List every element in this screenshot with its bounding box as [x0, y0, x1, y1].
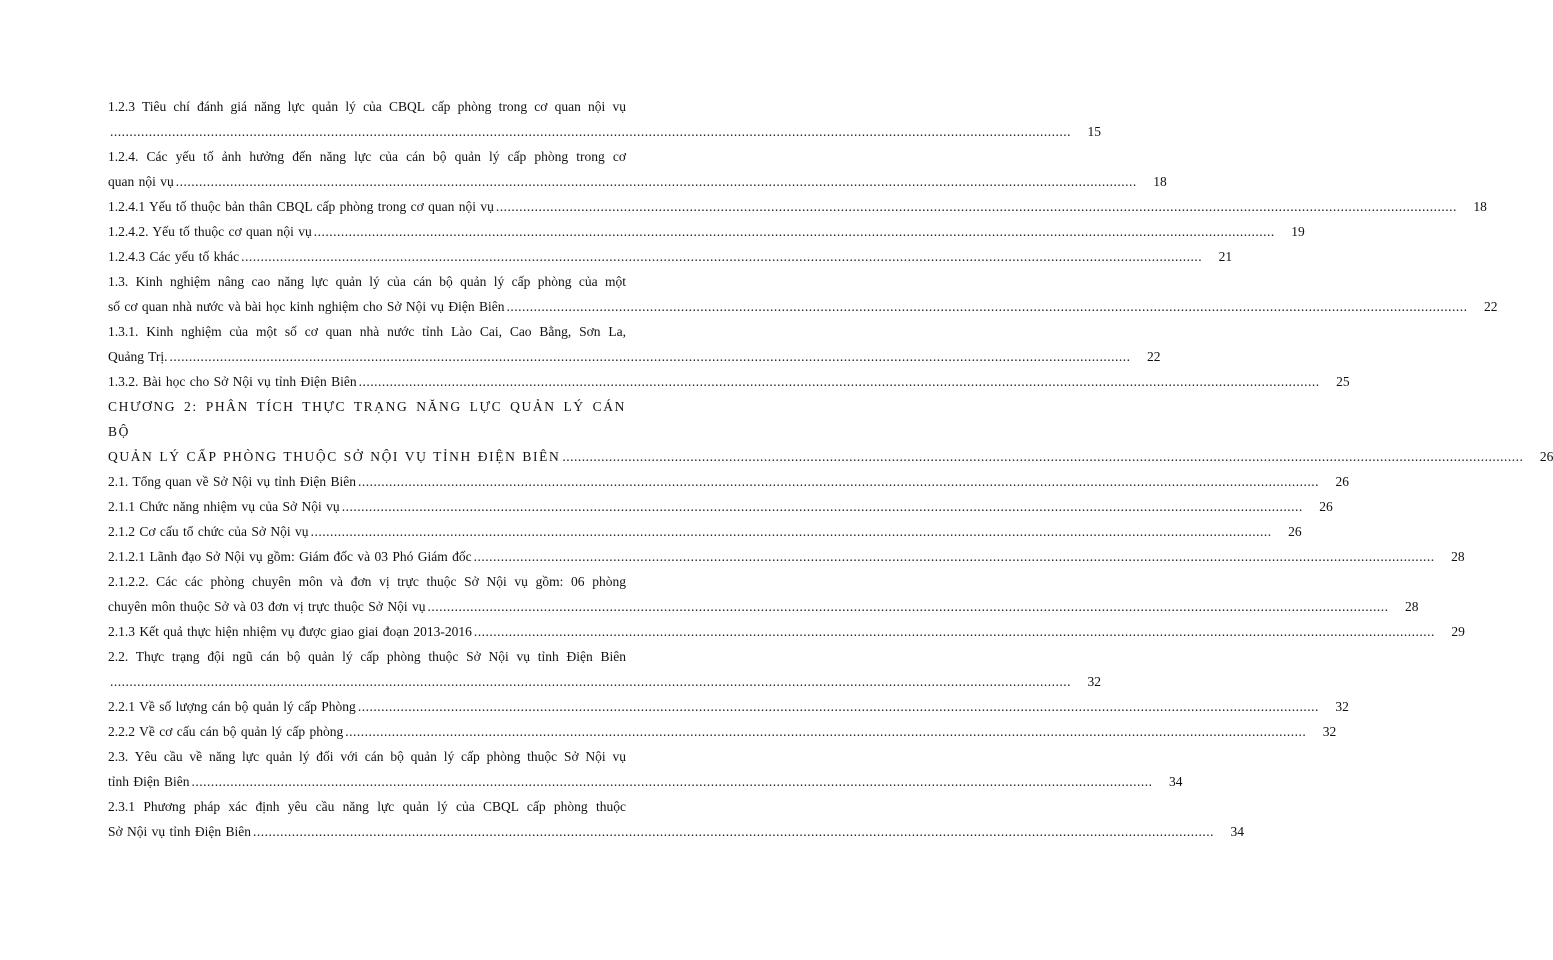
- dot-leader: [474, 544, 1435, 569]
- toc-entry-text-tail: 1.3.2. Bài học cho Sở Nội vụ tỉnh Điện Biên: [108, 374, 357, 389]
- dot-leader: [507, 294, 1468, 319]
- toc-entry-text-tail: Quảng Trị.: [108, 349, 168, 364]
- toc-entry: [108, 469, 1349, 494]
- dot-leader: [170, 344, 1131, 369]
- toc-page-number: 26: [1539, 449, 1553, 464]
- toc-entry-text-tail: quan nội vụ: [108, 174, 174, 189]
- toc-chapter-entry: [108, 394, 1553, 469]
- toc-entry-text: 2.3. Yêu cầu về năng lực quản lý đối với cán bộ quản lý cấp phòng thuộc Sở Nội vụ: [108, 749, 626, 764]
- toc-page-number: 34: [1230, 824, 1245, 839]
- toc-leader-line: [108, 819, 1245, 844]
- toc-page-number: 29: [1451, 624, 1465, 639]
- toc-entry: [108, 144, 1167, 194]
- toc-page-number: 15: [1087, 124, 1101, 139]
- toc-leader-line: [108, 619, 1465, 644]
- toc-page-number: 22: [1147, 349, 1161, 364]
- toc-page-number: 32: [1322, 724, 1337, 739]
- dot-leader: [359, 369, 1320, 394]
- toc-entry: [108, 719, 1337, 744]
- toc-entry: [108, 269, 1498, 319]
- toc-leader-line: [108, 344, 1161, 369]
- toc-leader-line: [108, 369, 1350, 394]
- toc-entry: [108, 219, 1305, 244]
- toc-entry: [108, 494, 1333, 519]
- toc-entry: [108, 569, 1419, 619]
- toc-entry-text-tail: 2.2.1 Về số lượng cán bộ quản lý cấp Phòng: [108, 699, 356, 714]
- toc-page-number: 26: [1319, 499, 1333, 514]
- toc-leader-line: [108, 119, 1101, 144]
- toc-entry: [108, 194, 1487, 219]
- toc-entry-text-tail: tỉnh Điện Biên: [108, 774, 190, 789]
- dot-leader: [345, 719, 1306, 744]
- toc-entry-text-tail: 2.1.2.1 Lãnh đạo Sở Nội vụ gồm: Giám đốc và 03 Phó Giám đốc: [108, 549, 472, 564]
- toc-entry-text: 2.3.1 Phương pháp xác định yêu cầu năng lực quản lý của CBQL cấp phòng thuộc: [108, 799, 626, 814]
- toc-leader-line: [108, 594, 1419, 619]
- dot-leader: [562, 444, 1523, 469]
- toc-page-number: 34: [1169, 774, 1183, 789]
- toc-entry: [108, 244, 1233, 269]
- toc-leader-line: [108, 244, 1233, 269]
- toc-entry-text-tail: số cơ quan nhà nước và bài học kinh nghiệm cho Sở Nội vụ Điện Biên: [108, 299, 505, 314]
- dot-leader: [176, 169, 1137, 194]
- toc-page-number: 26: [1335, 474, 1349, 489]
- toc-leader-line: [108, 494, 1333, 519]
- toc-entry: [108, 744, 1183, 794]
- dot-leader: [110, 119, 1071, 144]
- dot-leader: [358, 694, 1319, 719]
- toc-page-number: 21: [1218, 249, 1233, 264]
- table-of-contents: [108, 94, 1553, 844]
- toc-leader-line: [108, 719, 1337, 744]
- toc-entry-text-tail: 1.2.4.1 Yếu tố thuộc bản thân CBQL cấp phòng trong cơ quan nội vụ: [108, 199, 494, 214]
- toc-entry-text: 1.2.3 Tiêu chí đánh giá năng lực quản lý của CBQL cấp phòng trong cơ quan nội vụ: [108, 99, 626, 114]
- toc-page-number: 22: [1484, 299, 1498, 314]
- toc-leader-line: [108, 169, 1167, 194]
- toc-page-number: 28: [1404, 599, 1419, 614]
- toc-entry-text: 1.3. Kinh nghiệm nâng cao năng lực quản lý của cán bộ quản lý cấp phòng của một: [108, 274, 626, 289]
- dot-leader: [496, 194, 1457, 219]
- toc-entry-text-tail: Sở Nội vụ tỉnh Điện Biên: [108, 824, 252, 839]
- toc-page-number: 28: [1451, 549, 1465, 564]
- toc-entry-text-tail: chuyên môn thuộc Sở và 03 đơn vị trực thuộc Sở Nội vụ: [108, 599, 426, 614]
- toc-entry: [108, 794, 1245, 844]
- toc-leader-line: [108, 294, 1498, 319]
- toc-entry: [108, 519, 1302, 544]
- toc-entry-text: 2.1.2.2. Các các phòng chuyên môn và đơn vị trực thuộc Sở Nội vụ gồm: 06 phòng: [108, 574, 626, 589]
- toc-entry-text-tail: 1.2.4.3 Các yếu tố khác: [108, 249, 240, 264]
- toc-leader-line: [108, 469, 1349, 494]
- toc-page-number: 18: [1153, 174, 1167, 189]
- dot-leader: [253, 819, 1214, 844]
- toc-page-number: 32: [1087, 674, 1101, 689]
- toc-entry-text-tail: 1.2.4.2. Yếu tố thuộc cơ quan nội vụ: [108, 224, 312, 239]
- toc-entry-text-tail: 2.1.2 Cơ cấu tổ chức của Sở Nội vụ: [108, 524, 309, 539]
- toc-entry-text-tail: 2.1.1 Chức năng nhiệm vụ của Sở Nội vụ: [108, 499, 340, 514]
- toc-entry: [108, 369, 1350, 394]
- toc-entry-text-tail: 2.1.3 Kết quả thực hiện nhiệm vụ được giao giai đoạn 2013-2016: [108, 624, 472, 639]
- dot-leader: [358, 469, 1319, 494]
- toc-entry: [108, 94, 1101, 144]
- toc-leader-line: [108, 694, 1349, 719]
- toc-page-number: 18: [1473, 199, 1487, 214]
- toc-leader-line: [108, 769, 1183, 794]
- toc-leader-line: [108, 444, 1553, 469]
- dot-leader: [192, 769, 1153, 794]
- dot-leader: [314, 219, 1275, 244]
- toc-entry-text: 1.2.4. Các yếu tố ảnh hưởng đến năng lực của cán bộ quản lý cấp phòng trong cơ: [108, 149, 626, 164]
- toc-leader-line: [108, 544, 1465, 569]
- dot-leader: [342, 494, 1303, 519]
- toc-leader-line: [108, 219, 1305, 244]
- toc-entry-text-tail: 2.2.2 Về cơ cấu cán bộ quản lý cấp phòng: [108, 724, 344, 739]
- toc-entry-text: 2.2. Thực trạng đội ngũ cán bộ quản lý cấp phòng thuộc Sở Nội vụ tỉnh Điện Biên: [108, 649, 626, 664]
- toc-leader-line: [108, 519, 1302, 544]
- toc-page-number: 32: [1335, 699, 1349, 714]
- dot-leader: [311, 519, 1272, 544]
- toc-entry: [108, 544, 1465, 569]
- toc-page-number: 26: [1288, 524, 1302, 539]
- toc-entry-text: 1.3.1. Kinh nghiệm của một số cơ quan nhà nước tỉnh Lào Cai, Cao Bằng, Sơn La,: [108, 324, 626, 339]
- toc-leader-line: [108, 669, 1101, 694]
- dot-leader: [241, 244, 1202, 269]
- toc-entry: [108, 319, 1161, 369]
- toc-entry: [108, 619, 1465, 644]
- toc-entry-text-tail: QUẢN LÝ CẤP PHÒNG THUỘC SỞ NỘI VỤ TỈNH ĐIỆN BIÊN: [108, 449, 561, 464]
- dot-leader: [427, 594, 1388, 619]
- toc-entry-text: CHƯƠNG 2: PHÂN TÍCH THỰC TRẠNG NĂNG LỰC QUẢN LÝ CÁN BỘ: [108, 399, 626, 439]
- dot-leader: [474, 619, 1435, 644]
- toc-entry-text-tail: 2.1. Tổng quan về Sở Nội vụ tỉnh Điện Biên: [108, 474, 356, 489]
- dot-leader: [110, 669, 1071, 694]
- toc-page-number: 25: [1336, 374, 1350, 389]
- toc-entry: [108, 694, 1349, 719]
- toc-page-number: 19: [1291, 224, 1305, 239]
- toc-entry: [108, 644, 1101, 694]
- toc-leader-line: [108, 194, 1487, 219]
